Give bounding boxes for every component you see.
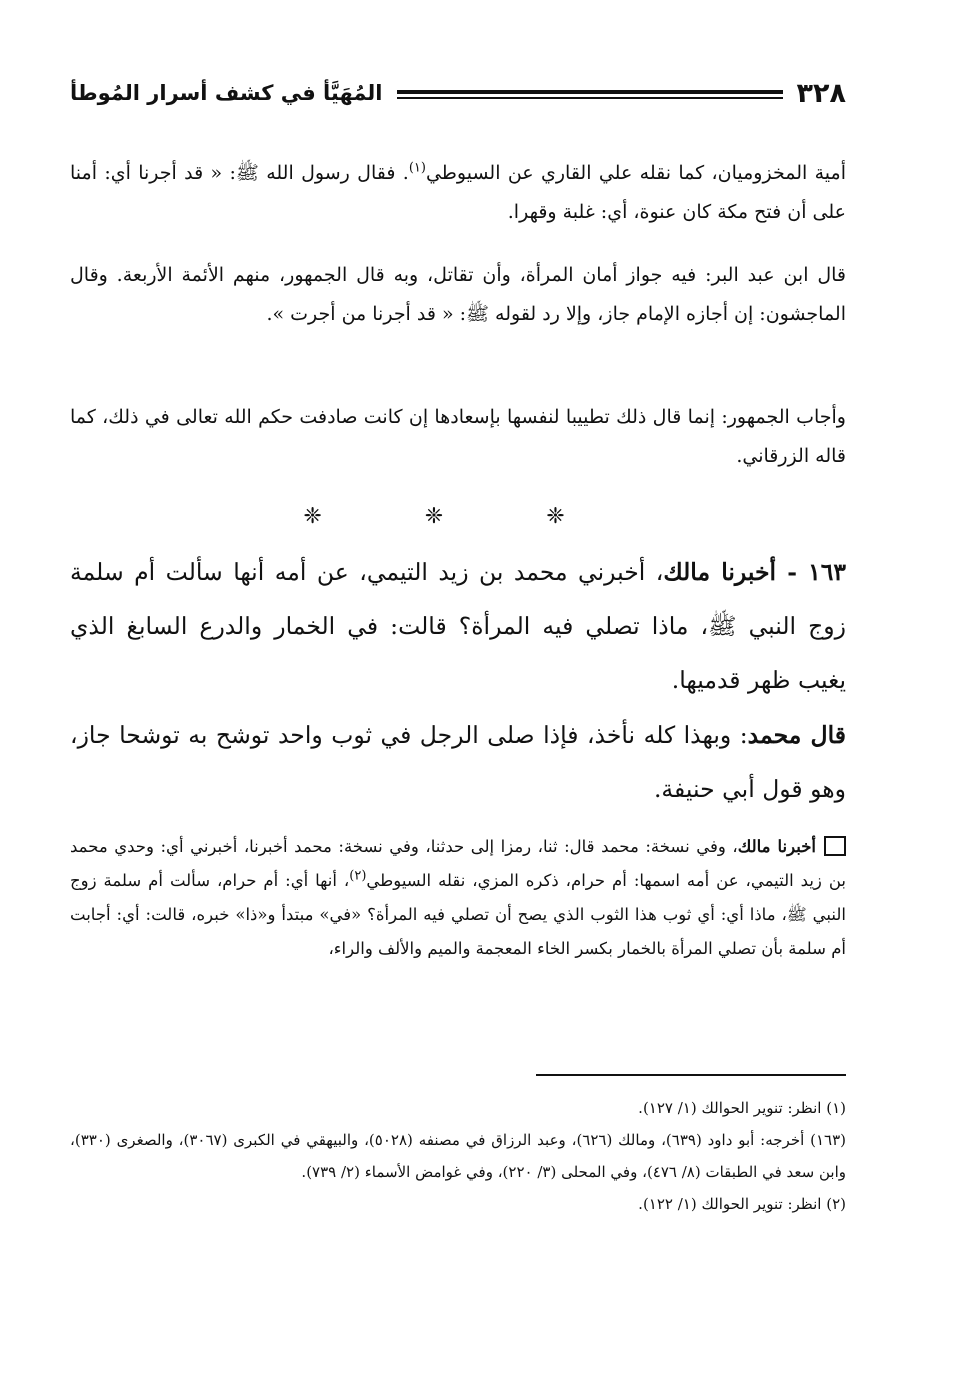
footnote-ref-2[interactable]: (٢): [349, 868, 367, 884]
paragraph-text: قال ابن عبد البر: فيه جواز أمان المرأة، وأن تقاتل، وبه قال الجمهور، منهم الأئمة الأربعة. وقال الماجشون: إن أجازه الإمام جاز، وإلا رد لقوله ﷺ: « قد أجرنا من أجرت ».: [70, 264, 846, 325]
paragraph-text: . فقال رسول الله ﷺ: « قد أجرنا أي: أمنا على أن فتح مكة كان عنوة، أي: غلبة وقهرا.: [70, 162, 846, 223]
book-page: [70, 0, 846, 1382]
paragraph-text: وأجاب الجمهور: إنما قال ذلك تطييبا لنفسها بإسعادها إن كانت صادفت حكم الله تعالى في ذلك، كما قاله الزرقاني.: [70, 406, 846, 467]
hadith-163: [70, 545, 846, 707]
hadith-text: ، أخبرني محمد بن زيد التيمي، عن أمه أنها سألت أم سلمة زوج النبي ﷺ، ماذا تصلي فيه المرأة؟ قالت: في الخمار والدرع السابغ الذي يغيب ظهر قدميها.: [70, 558, 846, 694]
footnote-2: (٢) انظر: تنوير الحوالك (١/ ١٢٢).: [638, 1195, 846, 1213]
commentary-text: ، أنها أي: أم حرام، سألت أم سلمة زوج النبي ﷺ، ماذا أي: أي ثوب هذا الثوب الذي يصح أن تصلي فيه المرأة؟ «في» مبتدأ و«ذا» خبره، قالت: أي: أجابت أم سلمة بأن تصلي المرأة بالخمار بكسر الخاء المعجمة والميم والألف والراء،: [70, 871, 846, 958]
footnote-rule: [536, 1074, 846, 1076]
muhammad-statement: [70, 708, 846, 816]
section-separator: ❈ ❈ ❈: [303, 504, 613, 529]
footnote-ref-1[interactable]: (١): [408, 160, 426, 176]
commentary: [70, 830, 846, 966]
paragraph-ibn-abd-al-barr: [70, 256, 846, 334]
footnote-1: (١) انظر: تنوير الحوالك (١/ ١٢٧).: [638, 1099, 846, 1117]
square-icon: [824, 836, 846, 856]
commentary-lead: أخبرنا مالك: [737, 837, 817, 856]
muhammad-text: : وبهذا كله نأخذ، فإذا صلى الرجل في ثوب واحد توشح به توشحا جاز، وهو قول أبي حنيفة.: [70, 721, 846, 803]
paragraph-text: أمية المخزوميان، كما نقله علي القاري عن السيوطي: [425, 162, 846, 184]
paragraph-majority-answer: [70, 398, 846, 476]
paragraph-continuation: [70, 154, 846, 232]
footnotes: [70, 1092, 846, 1220]
hadith-lead: ١٦٣ - أخبرنا مالك: [663, 558, 847, 586]
footnote-163: (١٦٣) أخرجه: أبو داود (٦٣٩)، ومالك (٦٢٦)، وعبد الرزاق في مصنفه (٥٠٢٨)، والبيهقي في الكبرى (٣٠٦٧)، والصغرى (٣٣٠)، وابن سعد في الطبقات (٨/ ٤٧٦)، وفي المحلى (٣/ ٢٢٠)، وفي غوامض الأسماء (٢/ ٧٣٩).: [70, 1131, 846, 1181]
page-header: [70, 68, 846, 118]
book-title: المُهَيَّأ في كشف أسرار المُوطأ: [70, 81, 383, 105]
header-rule: [397, 90, 783, 99]
commentary-text: ، وفي نسخة: محمد قال: ثنا، رمزا إلى حدثنا، وفي نسخة: محمد أخبرنا، أخبرني أي: وحدي محمد بن زيد التيمي، عن أمه اسمها: أم حرام، ذكره المزي، نقله السيوطي: [70, 837, 846, 890]
muhammad-lead: قال محمد: [747, 721, 847, 749]
page-number: ٣٢٨: [796, 77, 846, 109]
